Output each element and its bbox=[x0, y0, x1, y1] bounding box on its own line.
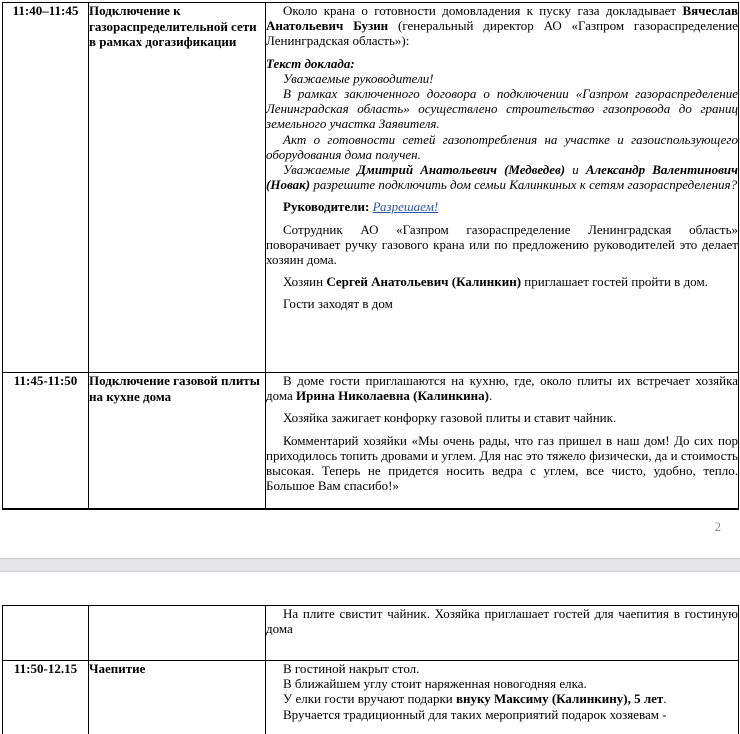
text-run: Хозяин bbox=[283, 274, 327, 290]
event-title-cell: Подключение к газораспределительной сети в рамках догазификации bbox=[89, 3, 266, 373]
text-run: В доме гости приглашаются на кухню, где, около плиты их встречает хозяйка дома bbox=[266, 373, 738, 404]
paragraph bbox=[266, 373, 738, 403]
event-description-cell bbox=[266, 373, 739, 509]
paragraph bbox=[266, 56, 738, 71]
text-run: разрешите подключить дом семьи Калинкиных к сетям газораспределения? bbox=[310, 177, 738, 193]
text-run: Гости заходят в дом bbox=[283, 296, 393, 312]
event-title-cell: Чаепитие bbox=[89, 661, 266, 734]
event-description-cell bbox=[266, 661, 739, 734]
text-run: Дмитрий Анатольевич (Медведев) bbox=[357, 162, 566, 178]
text-run: Уважаемые bbox=[283, 162, 358, 178]
text-run: Вячеслав Анатольевич Бузин bbox=[266, 3, 738, 34]
paragraph bbox=[266, 676, 738, 691]
text-run: Сотрудник АО «Газпром газораспределение Ленинградская область» поворачивает ручку газового крана или по предложению руководителей это делает хозяин дома. bbox=[266, 221, 738, 268]
table-row bbox=[3, 373, 739, 509]
event-title-cell bbox=[89, 606, 266, 661]
paragraph bbox=[266, 162, 738, 192]
paragraph bbox=[266, 296, 738, 311]
page-number: 2 bbox=[714, 519, 721, 534]
text-run: Акт о готовности сетей газопотребления на участке и газоиспользующего оборудования дома получен. bbox=[266, 131, 738, 162]
text-run: . bbox=[663, 691, 667, 707]
text-run: У елки гости вручают подарки bbox=[283, 691, 456, 707]
text-run: Вручается традиционный для таких мероприятий подарок хозяевам - bbox=[283, 706, 667, 722]
paragraph bbox=[266, 661, 738, 676]
paragraph bbox=[266, 606, 738, 636]
scenario-table-page1 bbox=[2, 2, 739, 510]
text-run: приглашает гостей пройти в дом. bbox=[521, 274, 708, 290]
text-run: Текст доклада: bbox=[266, 55, 355, 71]
text-run: На плите свистит чайник. Хозяйка приглашает гостей для чаепития в гостиную дома bbox=[266, 606, 738, 637]
table-row bbox=[3, 606, 739, 661]
paragraph bbox=[266, 132, 738, 162]
text-run: Руководители: bbox=[283, 199, 370, 215]
text-run: Уважаемые руководители! bbox=[283, 70, 434, 86]
event-title-cell: Подключение газовой плиты на кухне дома bbox=[89, 373, 266, 509]
paragraph bbox=[266, 707, 738, 722]
text-run: В ближайшем углу стоит наряженная новогодняя елка. bbox=[283, 676, 587, 692]
text-run: Ирина Николаевна (Калинкина) bbox=[296, 388, 489, 404]
event-description-cell bbox=[266, 3, 739, 373]
permission-link[interactable]: Разрешаем! bbox=[372, 199, 439, 215]
text-run: Комментарий хозяйки «Мы очень рады, что газ пришел в наш дом! До сих пор приходилось топить дровами и углем. Для нас это тяжело физически, да и стоимость высокая. Теперь не придется носить ведра с углем, все чисто, удобно, тепло. Большое Вам спасибо!» bbox=[266, 432, 738, 494]
text-run: Около крана о готовности домовладения к пуску газа докладывает bbox=[283, 3, 683, 18]
scenario-table-page2 bbox=[2, 605, 739, 734]
paragraph bbox=[266, 222, 738, 268]
time-cell bbox=[3, 606, 89, 661]
page-2 bbox=[0, 605, 740, 734]
event-description-cell bbox=[266, 606, 739, 661]
table-row bbox=[3, 3, 739, 373]
text-run: Сергей Анатольевич (Калинкин) bbox=[326, 274, 522, 290]
time-cell: 11:45-11:50 bbox=[3, 373, 89, 509]
text-run: В рамках заключенного договора о подключении «Газпром газораспределение Ленинградская область» осуществлено строительство газопровода до границ земельного участка Заявителя. bbox=[266, 86, 738, 132]
paragraph bbox=[266, 199, 738, 214]
text-run: Хозяйка зажигает конфорку газовой плиты и ставит чайник. bbox=[283, 410, 617, 426]
table-row bbox=[3, 661, 739, 734]
time-cell: 11:50-12.15 bbox=[3, 661, 89, 734]
time-cell: 11:40–11:45 bbox=[3, 3, 89, 373]
paragraph bbox=[266, 410, 738, 425]
text-run: внуку Максиму (Калинкину), 5 лет bbox=[455, 691, 664, 707]
paragraph bbox=[266, 86, 738, 132]
paragraph bbox=[266, 433, 738, 494]
paragraph bbox=[266, 71, 738, 86]
text-run: В гостиной накрыт стол. bbox=[283, 661, 420, 676]
paragraph bbox=[266, 3, 738, 49]
page-1 bbox=[0, 2, 740, 558]
text-run: и bbox=[565, 162, 586, 178]
paragraph bbox=[266, 274, 738, 289]
text-run: (генеральный директор АО «Газпром газораспределение Ленинградская область»): bbox=[266, 18, 738, 49]
paragraph bbox=[266, 691, 738, 706]
text-run: Александр Валентинович (Новак) bbox=[266, 162, 738, 193]
page-break-band bbox=[0, 558, 740, 572]
text-run: . bbox=[488, 388, 493, 404]
